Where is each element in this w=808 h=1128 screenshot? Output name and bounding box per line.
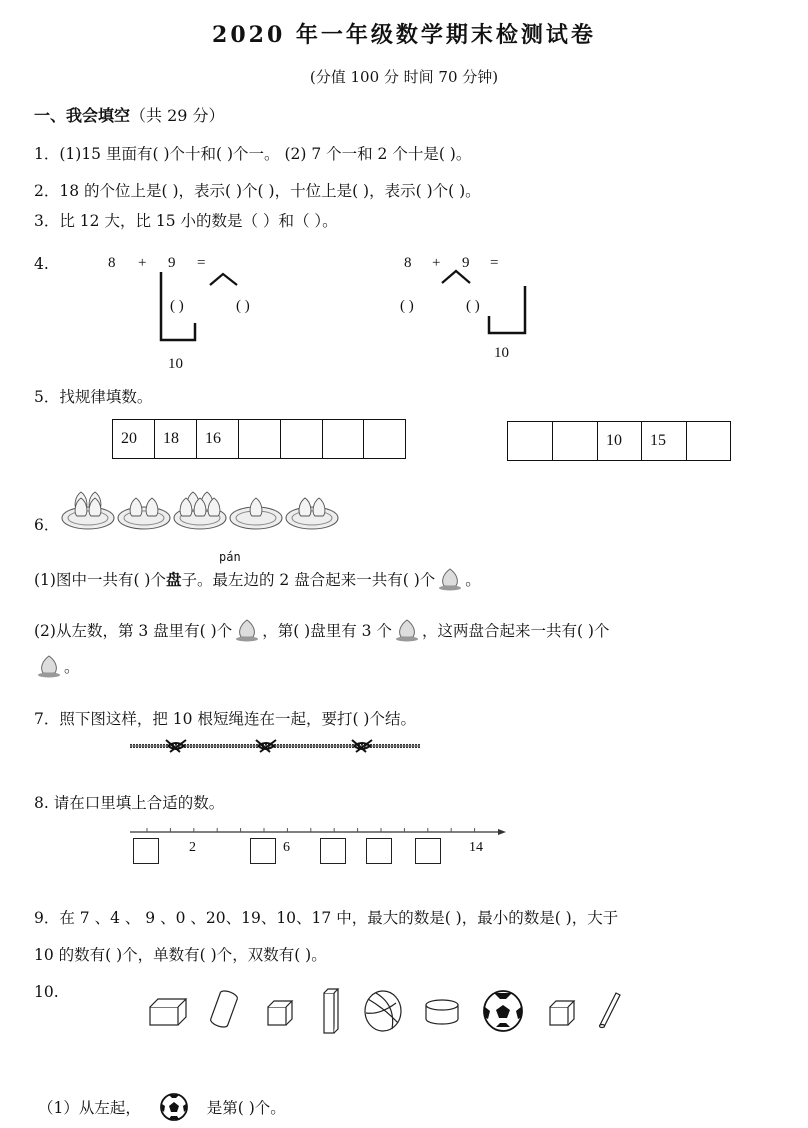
number-line-label: 2 <box>189 840 196 855</box>
question-6-number: 6． <box>34 516 60 534</box>
q6-p1-text-b: 子。最左边的 2 盘合起来一共有( )个 <box>181 571 436 589</box>
question-10-number: 10. <box>34 983 59 1001</box>
question-7: 7．照下图这样，把 10 根短绳连在一起，要打( )个结。 <box>34 710 416 728</box>
number-line-answer-box[interactable] <box>366 838 392 864</box>
q4-left-ten-label: 10 <box>168 356 183 372</box>
section-label: 一、我会填空 <box>34 106 131 125</box>
number-line-answer-box[interactable] <box>250 838 276 864</box>
q6-p2-text-a: (2)从左数，第 3 盘里有( )个 <box>34 622 233 640</box>
short-cylinder-icon <box>426 1000 458 1024</box>
q4-left-addend-b: 9 <box>168 255 176 271</box>
pattern-cell-blank[interactable] <box>239 420 281 458</box>
pattern-cell-blank[interactable] <box>281 420 323 458</box>
pattern-cell: 16 <box>197 420 239 458</box>
q10-p1-text-b: 是第( )个。 <box>206 1099 286 1117</box>
q4-left-addend-a: 8 <box>108 255 116 271</box>
question-4-number: 4. <box>34 255 49 273</box>
pattern-cell-blank[interactable] <box>687 422 730 460</box>
number-line-answer-box[interactable] <box>133 838 159 864</box>
number-line-label: 14 <box>469 840 483 855</box>
pattern-cell: 15 <box>642 422 687 460</box>
q4-left-plus: + <box>138 255 147 271</box>
solid-shapes <box>140 985 640 1035</box>
plates-illustration <box>60 490 340 532</box>
question-6-part-2 <box>34 618 609 646</box>
pattern-cell-blank[interactable] <box>553 422 598 460</box>
cube-icon <box>550 1001 574 1025</box>
q6-p2-text-b: ，第( )盘里有 3 个 <box>262 622 392 640</box>
section-points: （共 29 分） <box>130 106 225 125</box>
question-9-line-1: 9．在 7 、4 、 9 、0 、20、19、10、17 中，最大的数是( )，最小的数是( )，大于 <box>34 909 619 927</box>
plate-icon <box>62 492 114 529</box>
cylinder-icon <box>209 989 238 1029</box>
peach-icon <box>313 498 325 516</box>
cuboid-icon <box>150 999 186 1025</box>
plate-icon <box>286 498 338 529</box>
pattern-cell-blank[interactable] <box>508 422 553 460</box>
pattern-cell: 10 <box>598 422 642 460</box>
question-8: 8. 请在口里填上合适的数。 <box>34 794 225 812</box>
number-line-answer-box[interactable] <box>415 838 441 864</box>
number-line-answer-box[interactable] <box>320 838 346 864</box>
pattern-cell-blank[interactable] <box>364 420 405 458</box>
arrow-icon <box>498 829 506 835</box>
soccer-ball-icon <box>484 991 522 1031</box>
q4-left-equals: = <box>197 255 206 271</box>
q4-left-blank-1[interactable]: ( ) <box>170 298 184 314</box>
page-title: 2020 年一年级数学期末检测试卷 <box>212 22 596 48</box>
pattern-cell: 20 <box>113 420 155 458</box>
tall-cuboid-icon <box>324 989 338 1033</box>
cube-icon <box>268 1001 292 1025</box>
question-10-part-1 <box>38 1093 286 1125</box>
question-9-line-2: 10 的数有( )个，单数有( )个，双数有( )。 <box>34 946 327 964</box>
pattern-cell-blank[interactable] <box>323 420 364 458</box>
q4-right-blank-1[interactable]: ( ) <box>400 298 414 314</box>
q6-p2-end: 。 <box>64 658 80 676</box>
number-line <box>120 826 510 838</box>
peach-icon <box>435 567 465 595</box>
question-1: 1．(1)15 里面有( )个十和( )个一。 (2) 7 个一和 2 个十是( )。 <box>34 145 472 163</box>
q4-left-blank-2[interactable]: ( ) <box>236 298 250 314</box>
q4-right-plus: + <box>432 255 441 271</box>
question-3: 3．比 12 大，比 15 小的数是（ ）和（ ）。 <box>34 212 338 230</box>
peach-icon <box>34 654 64 682</box>
peach-icon <box>299 498 311 516</box>
q4-right-ten-label: 10 <box>494 345 509 361</box>
pencil-cylinder-icon <box>600 993 621 1028</box>
peach-icon <box>250 498 262 516</box>
peach-icon <box>392 618 422 646</box>
exam-info: (分值 100 分 时间 70 分钟) <box>309 68 499 86</box>
pattern-row-1 <box>112 419 406 459</box>
question-6-part-1 <box>34 567 481 595</box>
soccer-ball-icon <box>160 1093 188 1125</box>
q6-p1-bold-char: 盘 <box>165 570 182 589</box>
q4-right-blank-2[interactable]: ( ) <box>466 298 480 314</box>
q6-p1-end: 。 <box>465 571 481 589</box>
q4-right-addend-b: 9 <box>462 255 470 271</box>
question-2: 2．18 的个位上是( )，表示( )个( )，十位上是( )，表示( )个( )。 <box>34 182 481 200</box>
q4-right-equals: = <box>490 255 499 271</box>
question-6-part-2-cont <box>34 654 80 682</box>
q4-right-addend-a: 8 <box>404 255 412 271</box>
pinyin-pan: pán <box>219 550 241 564</box>
pattern-row-2 <box>507 421 731 461</box>
q6-p1-text-a: (1)图中一共有( )个 <box>34 571 166 589</box>
peach-icon <box>146 498 158 516</box>
plate-icon <box>118 498 170 529</box>
peach-icon <box>232 618 262 646</box>
peach-icon <box>130 498 142 516</box>
plate-icon <box>230 498 282 529</box>
q6-p2-text-c: ，这两盘合起来一共有( )个 <box>421 622 610 640</box>
q10-p1-text-a: （1）从左起， <box>38 1099 141 1117</box>
basketball-icon <box>365 991 401 1031</box>
number-line-label: 6 <box>283 840 290 855</box>
question-5: 5．找规律填数。 <box>34 388 153 406</box>
pattern-cell: 18 <box>155 420 197 458</box>
rope-illustration <box>130 738 425 754</box>
q4-right-lines <box>0 0 808 400</box>
plate-icon <box>174 492 226 529</box>
